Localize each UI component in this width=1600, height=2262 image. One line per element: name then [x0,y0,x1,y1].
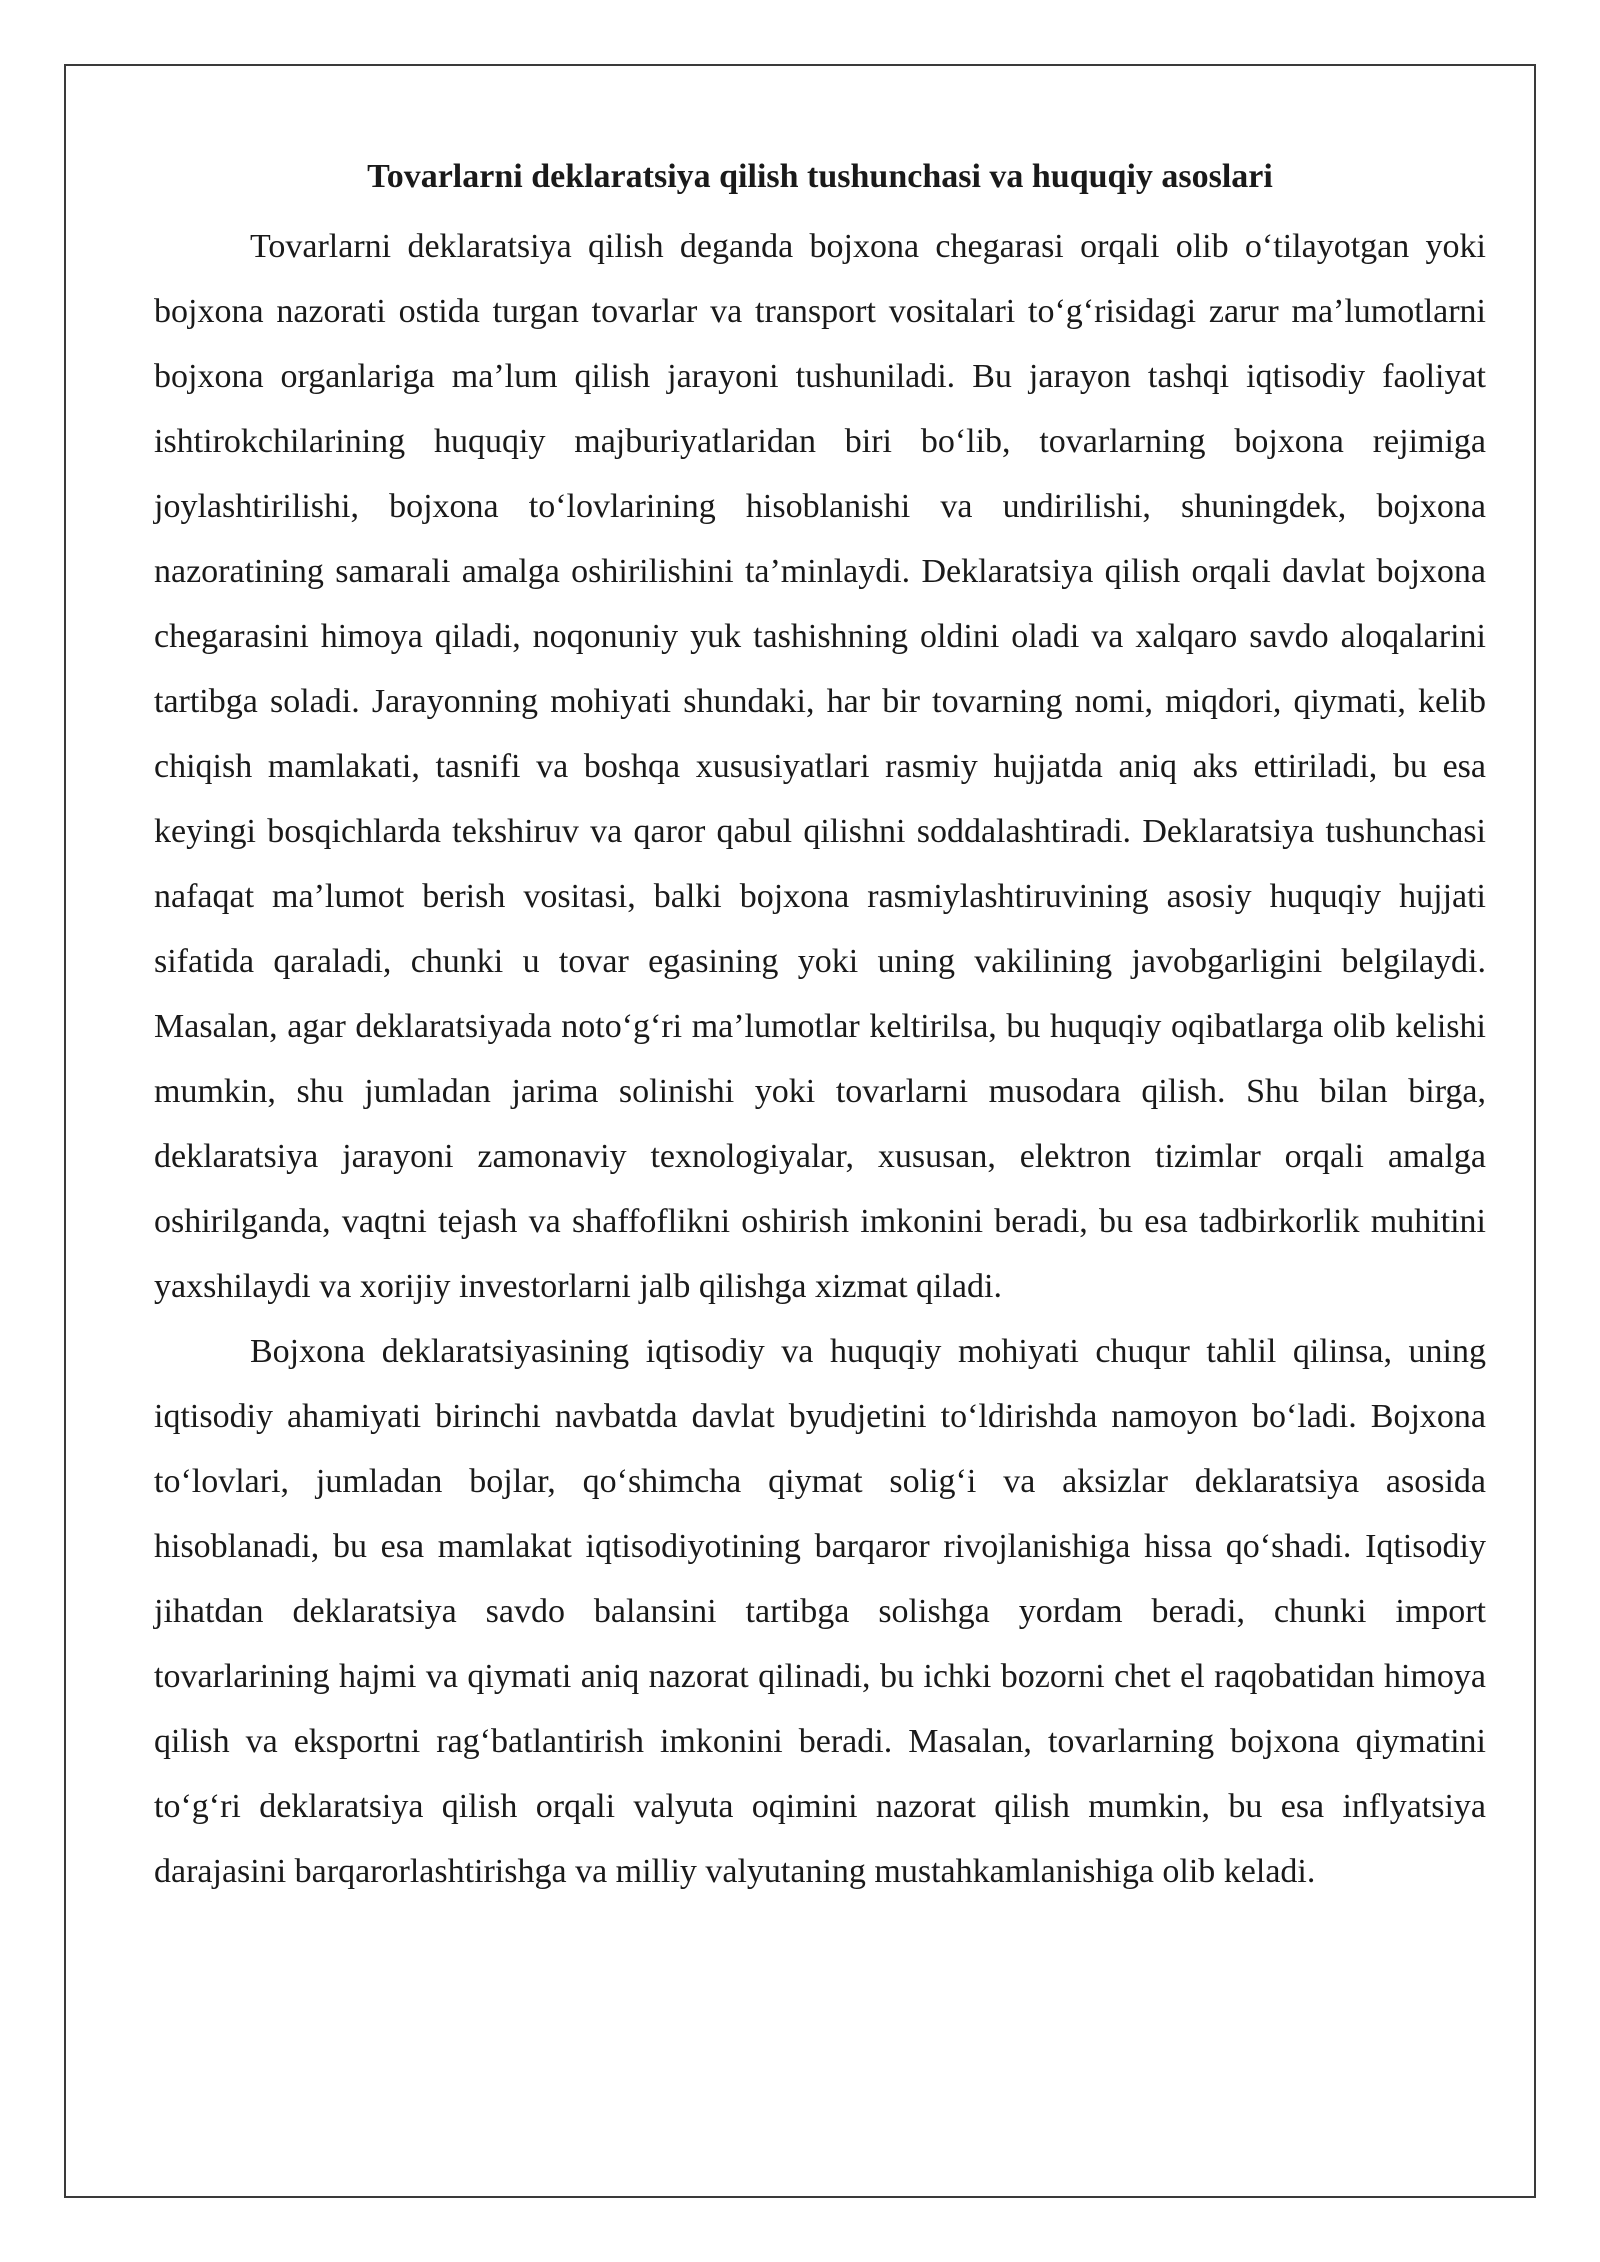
paragraph-1: Tovarlarni deklaratsiya qilish deganda bojxona chegarasi orqali olib o‘tilayotgan yoki bojxona nazorati ostida turgan tovarlar va transport vositalari to‘g‘risidagi zarur ma’lumotlarni bojxona organlariga ma’lum qilish jarayoni tushuniladi. Bu jarayon tashqi iqtisodiy faoliyat ishtirokchilarining huquqiy majburiyatlaridan biri bo‘lib, tovarlarning bojxona rejimiga joylashtirilishi, bojxona to‘lovlarining hisoblanishi va undirilishi, shuningdek, bojxona nazoratining samarali amalga oshirilishini ta’minlaydi. Deklaratsiya qilish orqali davlat bojxona chegarasini himoya qiladi, noqonuniy yuk tashishning oldini oladi va xalqaro savdo aloqalarini tartibga soladi. Jarayonning mohiyati shundaki, har bir tovarning nomi, miqdori, qiymati, kelib chiqish mamlakati, tasnifi va boshqa xususiyatlari rasmiy hujjatda aniq aks ettiriladi, bu esa keyingi bosqichlarda tekshiruv va qaror qabul qilishni soddalashtiradi. Deklaratsiya tushunchasi nafaqat ma’lumot berish vositasi, balki bojxona rasmiylashtiruvining asosiy huquqiy hujjati sifatida qaraladi, chunki u tovar egasining yoki uning vakilining javobgarligini belgilaydi. Masalan, agar deklaratsiyada noto‘g‘ri ma’lumotlar keltirilsa, bu huquqiy oqibatlarga olib kelishi mumkin, shu jumladan jarima solinishi yoki tovarlarni musodara qilish. Shu bilan birga, deklaratsiya jarayoni zamonaviy texnologiyalar, xususan, elektron tizimlar orqali amalga oshirilganda, vaqtni tejash va shaffoflikni oshirish imkonini beradi, bu esa tadbirkorlik muhitini yaxshilaydi va xorijiy investorlarni jalb qilishga xizmat qiladi. [154,228,1486,1305]
paragraph-2: Bojxona deklaratsiyasining iqtisodiy va huquqiy mohiyati chuqur tahlil qilinsa, uning iqtisodiy ahamiyati birinchi navbatda davlat byudjetini to‘ldirishda namoyon bo‘ladi. Bojxona to‘lovlari, jumladan bojlar, qo‘shimcha qiymat solig‘i va aksizlar deklaratsiya asosida hisoblanadi, bu esa mamlakat iqtisodiyotining barqaror rivojlanishiga hissa qo‘shadi. Iqtisodiy jihatdan deklaratsiya savdo balansini tartibga solishga yordam beradi, chunki import tovarlarining hajmi va qiymati aniq nazorat qilinadi, bu ichki bozorni chet el raqobatidan himoya qilish va eksportni rag‘batlantirish imkonini beradi. Masalan, tovarlarning bojxona qiymatini to‘g‘ri deklaratsiya qilish orqali valyuta oqimini nazorat qilish mumkin, bu esa inflyatsiya darajasini barqarorlashtirishga va milliy valyutaning mustahkamlanishiga olib keladi. [154,1333,1486,1890]
document-title: Tovarlarni deklaratsiya qilish tushunchasi va huquqiy asoslari [367,158,1273,195]
document-body [154,150,1486,1904]
